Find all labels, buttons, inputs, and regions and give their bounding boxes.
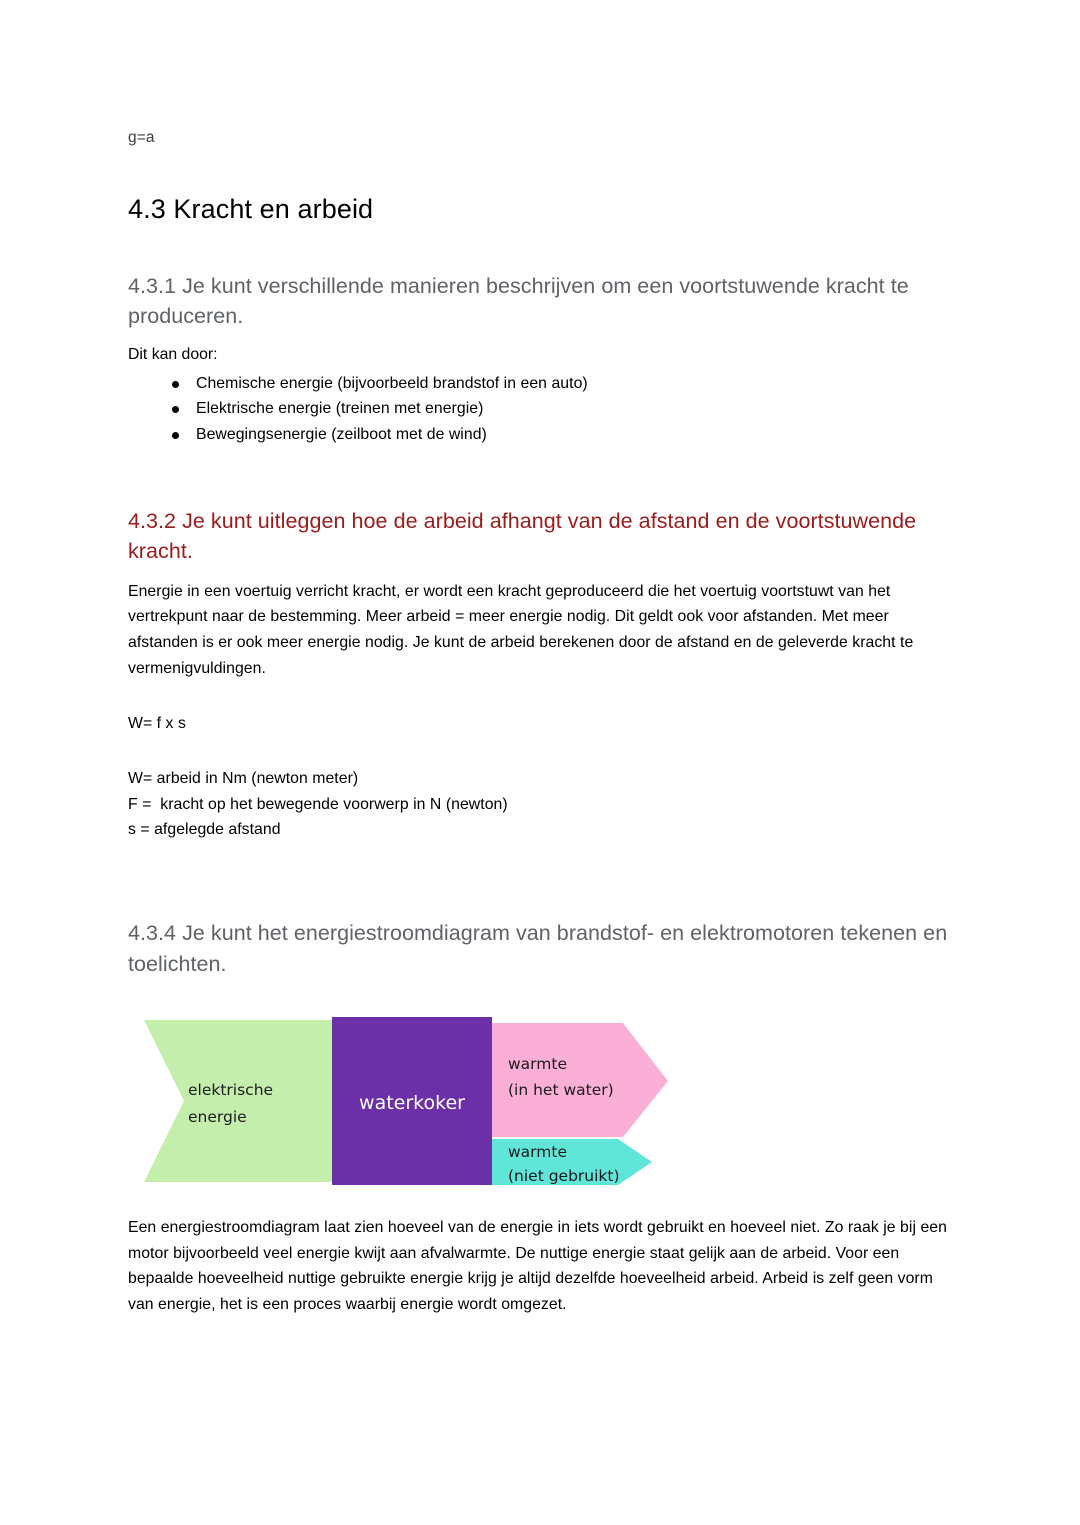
energy-flow-diagram [136, 1017, 952, 1185]
output-heat-waste-label-line1: warmte [508, 1143, 567, 1162]
spacer [128, 448, 952, 506]
input-energy-label-line2: energie [188, 1108, 247, 1127]
spacer [128, 1185, 952, 1215]
formula-legend-s: s = afgelegde afstand [128, 820, 281, 838]
output-heat-waste-label-line2: (niet gebruikt) [508, 1167, 620, 1186]
page-title: 4.3 Kracht en arbeid [128, 193, 374, 224]
section-heading-4-3-2: 4.3.2 Je kunt uitleggen hoe de arbeid afhangt van de afstand en de voortstuwende kracht. [128, 508, 917, 564]
output-heat-water-label-line2: (in het water) [508, 1081, 614, 1100]
converter-label: waterkoker [359, 1092, 465, 1115]
list-item: Bewegingsenergie (zeilboot met de wind) [170, 422, 952, 448]
spacer [128, 842, 952, 900]
work-formula: W= f x s [128, 715, 186, 733]
input-energy-arrow [144, 1020, 332, 1182]
formula-legend-w: W= arbeid in Nm (newton meter) [128, 770, 359, 788]
spacer [128, 681, 952, 711]
formula-legend-f: F = kracht op het bewegende voorwerp in N (newton) [128, 795, 508, 813]
spacer [128, 900, 952, 918]
output-heat-water-label-line1: warmte [508, 1055, 567, 1074]
section-body-4-3-2: Energie in een voertuig verricht kracht, er wordt een kracht geproduceerd die het voertuig voortstuwt van het vertrekpunt naar de bestemming. Meer arbeid = meer energie nodig. Dit geldt ook voor afstanden. Met meer afstanden is er ook meer energie nodig. Je kunt de arbeid berekenen door de afstand en de geleverde kracht te vermenigvuldingen. [128, 582, 914, 677]
energy-source-list [128, 371, 952, 448]
section-heading-4-3-1: 4.3.1 Je kunt verschillende manieren beschrijven om een voortstuwende kracht te produceren. [128, 273, 909, 329]
spacer [128, 736, 952, 766]
bullet-list-lead-in: Dit kan door: [128, 345, 218, 363]
section-heading-4-3-4: 4.3.4 Je kunt het energiestroomdiagram van brandstof- en elektromotoren tekenen en toelichten. [128, 921, 948, 976]
section-body-4-3-4: Een energiestroomdiagram laat zien hoeveel van de energie in iets wordt gebruikt en hoeveel niet. Zo raak je bij een motor bijvoorbeeld veel energie kwijt aan afvalwarmte. De nuttige energie staat gelijk aan de arbeid. Voor een bepaalde hoeveelheid nuttige gebruikte energie krijg je altijd dezelfde hoeveelheid arbeid. Arbeid is zelf geen vorm van energie, het is een proces waarbij energie wordt omgezet. [128, 1219, 947, 1313]
input-energy-label-line1: elektrische [188, 1081, 274, 1100]
list-item: Elektrische energie (treinen met energie) [170, 396, 952, 422]
top-note: g=a [128, 129, 155, 146]
output-heat-water-arrow [492, 1023, 668, 1137]
list-item: Chemische energie (bijvoorbeeld brandstof in een auto) [170, 371, 952, 397]
